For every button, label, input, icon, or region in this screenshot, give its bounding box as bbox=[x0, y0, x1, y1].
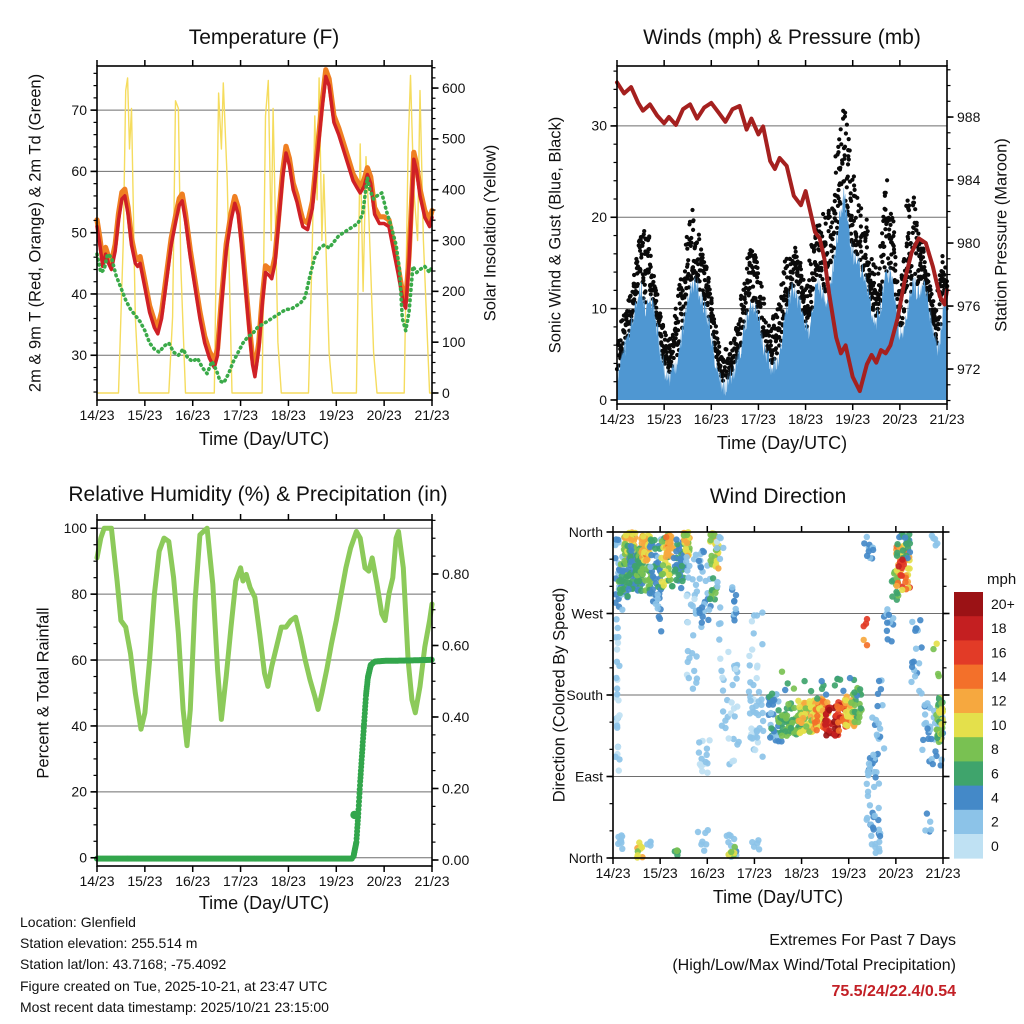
svg-text:14/23: 14/23 bbox=[79, 873, 115, 889]
svg-text:500: 500 bbox=[442, 130, 466, 147]
svg-text:North: North bbox=[568, 849, 603, 866]
humidity-left-axis-label: Percent & Total Rainfall bbox=[34, 607, 53, 779]
svg-text:40: 40 bbox=[71, 717, 87, 734]
svg-text:18: 18 bbox=[991, 620, 1007, 637]
station-info-block bbox=[20, 912, 329, 1018]
wind-gust-left-axis-label: Sonic Wind & Gust (Blue, Black) bbox=[546, 116, 565, 354]
svg-text:60: 60 bbox=[71, 651, 87, 668]
svg-text:21/23: 21/23 bbox=[414, 407, 450, 423]
svg-text:18/23: 18/23 bbox=[270, 407, 306, 423]
extremes-title: Extremes For Past 7 Days bbox=[769, 932, 956, 949]
svg-text:15/23: 15/23 bbox=[642, 865, 678, 881]
svg-text:North: North bbox=[568, 523, 603, 540]
svg-text:16/23: 16/23 bbox=[693, 411, 729, 427]
temperature-panel bbox=[71, 60, 465, 423]
svg-text:300: 300 bbox=[442, 232, 466, 249]
svg-text:984: 984 bbox=[957, 171, 981, 188]
svg-text:17/23: 17/23 bbox=[223, 873, 259, 889]
svg-text:14: 14 bbox=[991, 668, 1007, 685]
svg-text:East: East bbox=[574, 768, 603, 785]
svg-text:972: 972 bbox=[957, 360, 981, 377]
svg-text:40: 40 bbox=[71, 285, 87, 302]
station-latlon-line: Station lat/lon: 43.7168; -75.4092 bbox=[20, 956, 227, 973]
svg-text:976: 976 bbox=[957, 297, 981, 314]
humidity-precip-panel-title: Relative Humidity (%) & Precipitation (in) bbox=[68, 483, 448, 506]
svg-text:18/23: 18/23 bbox=[784, 865, 820, 881]
extremes-block bbox=[672, 928, 956, 1004]
svg-text:60: 60 bbox=[71, 163, 87, 180]
svg-text:600: 600 bbox=[442, 79, 466, 96]
svg-text:20/23: 20/23 bbox=[366, 873, 402, 889]
svg-text:0: 0 bbox=[79, 849, 87, 866]
svg-text:20/23: 20/23 bbox=[878, 865, 914, 881]
svg-text:980: 980 bbox=[957, 234, 981, 251]
svg-text:20/23: 20/23 bbox=[882, 411, 918, 427]
svg-text:400: 400 bbox=[442, 181, 466, 198]
wind-direction-xaxis-label: Time (Day/UTC) bbox=[712, 887, 844, 907]
extremes-subtitle: (High/Low/Max Wind/Total Precipitation) bbox=[672, 957, 956, 975]
svg-text:17/23: 17/23 bbox=[740, 411, 776, 427]
svg-text:15/23: 15/23 bbox=[127, 873, 163, 889]
svg-text:10: 10 bbox=[591, 300, 607, 317]
svg-text:17/23: 17/23 bbox=[736, 865, 772, 881]
svg-text:21/23: 21/23 bbox=[929, 411, 965, 427]
svg-text:2: 2 bbox=[991, 813, 999, 830]
svg-text:16: 16 bbox=[991, 644, 1007, 661]
svg-text:18/23: 18/23 bbox=[788, 411, 824, 427]
solar-right-axis-label: Solar Insolation (Yellow) bbox=[481, 144, 500, 322]
temperature-left-axis-label: 2m & 9m T (Red, Orange) & 2m Td (Green) bbox=[26, 73, 45, 393]
svg-text:0.80: 0.80 bbox=[442, 565, 470, 582]
temperature-panel-title: Temperature (F) bbox=[188, 26, 340, 49]
svg-text:21/23: 21/23 bbox=[414, 873, 450, 889]
svg-text:0.40: 0.40 bbox=[442, 708, 470, 725]
humidity-precip-panel bbox=[64, 514, 470, 889]
pressure-right-axis-label: Station Pressure (Maroon) bbox=[992, 138, 1011, 332]
svg-text:19/23: 19/23 bbox=[318, 407, 354, 423]
svg-text:18/23: 18/23 bbox=[270, 873, 306, 889]
svg-text:20/23: 20/23 bbox=[366, 407, 402, 423]
svg-text:50: 50 bbox=[71, 224, 87, 241]
svg-text:West: West bbox=[571, 605, 603, 622]
relative-humidity-line bbox=[97, 528, 432, 746]
svg-text:0.60: 0.60 bbox=[442, 637, 470, 654]
svg-text:100: 100 bbox=[63, 520, 87, 537]
wind-direction-left-axis-label: Direction (Colored By Speed) bbox=[550, 587, 569, 803]
temperature-xaxis-label: Time (Day/UTC) bbox=[198, 429, 330, 449]
winds-xaxis-label: Time (Day/UTC) bbox=[716, 433, 848, 453]
svg-text:21/23: 21/23 bbox=[925, 865, 961, 881]
humidity-xaxis-label: Time (Day/UTC) bbox=[198, 893, 330, 913]
svg-text:16/23: 16/23 bbox=[689, 865, 725, 881]
svg-text:6: 6 bbox=[991, 765, 999, 782]
svg-text:14/23: 14/23 bbox=[595, 865, 631, 881]
svg-text:19/23: 19/23 bbox=[831, 865, 867, 881]
svg-text:100: 100 bbox=[442, 333, 466, 350]
svg-text:0: 0 bbox=[991, 837, 999, 854]
wind-direction-panel-title: Wind Direction bbox=[709, 485, 847, 508]
figure-created-line: Figure created on Tue, 2025-10-21, at 23:47 UTC bbox=[20, 977, 328, 994]
svg-text:15/23: 15/23 bbox=[127, 407, 163, 423]
svg-text:12: 12 bbox=[991, 692, 1007, 709]
svg-text:30: 30 bbox=[71, 347, 87, 364]
svg-text:0: 0 bbox=[599, 391, 607, 408]
svg-text:988: 988 bbox=[957, 108, 981, 125]
svg-text:10: 10 bbox=[991, 716, 1007, 733]
svg-text:200: 200 bbox=[442, 283, 466, 300]
svg-text:16/23: 16/23 bbox=[175, 873, 211, 889]
svg-text:20+: 20+ bbox=[991, 595, 1015, 612]
svg-text:15/23: 15/23 bbox=[646, 411, 682, 427]
svg-text:South: South bbox=[566, 686, 603, 703]
svg-text:20: 20 bbox=[591, 209, 607, 226]
svg-text:16/23: 16/23 bbox=[175, 407, 211, 423]
station-location-line: Location: Glenfield bbox=[20, 914, 136, 930]
svg-text:14/23: 14/23 bbox=[599, 411, 635, 427]
svg-text:19/23: 19/23 bbox=[835, 411, 871, 427]
svg-text:0.00: 0.00 bbox=[442, 851, 470, 868]
solar-insolation-line bbox=[97, 75, 432, 393]
speed-colorbar bbox=[954, 571, 1016, 859]
svg-text:0: 0 bbox=[442, 384, 450, 401]
svg-text:20: 20 bbox=[71, 783, 87, 800]
svg-text:4: 4 bbox=[991, 789, 999, 806]
svg-text:70: 70 bbox=[71, 101, 87, 118]
wind-direction-panel bbox=[566, 524, 960, 881]
winds-pressure-panel bbox=[591, 60, 980, 427]
svg-text:mph: mph bbox=[987, 571, 1017, 588]
svg-text:14/23: 14/23 bbox=[79, 407, 115, 423]
station-elevation-line: Station elevation: 255.514 m bbox=[20, 935, 198, 952]
svg-text:30: 30 bbox=[591, 117, 607, 134]
svg-text:19/23: 19/23 bbox=[318, 873, 354, 889]
winds-pressure-panel-title: Winds (mph) & Pressure (mb) bbox=[643, 26, 921, 49]
svg-text:80: 80 bbox=[71, 585, 87, 602]
svg-text:17/23: 17/23 bbox=[223, 407, 259, 423]
data-timestamp-line: Most recent data timestamp: 2025/10/21 23:15:00 bbox=[20, 998, 329, 1015]
extremes-values: 75.5/24/22.4/0.54 bbox=[831, 982, 956, 1000]
svg-text:0.20: 0.20 bbox=[442, 780, 470, 797]
svg-text:8: 8 bbox=[991, 741, 999, 758]
